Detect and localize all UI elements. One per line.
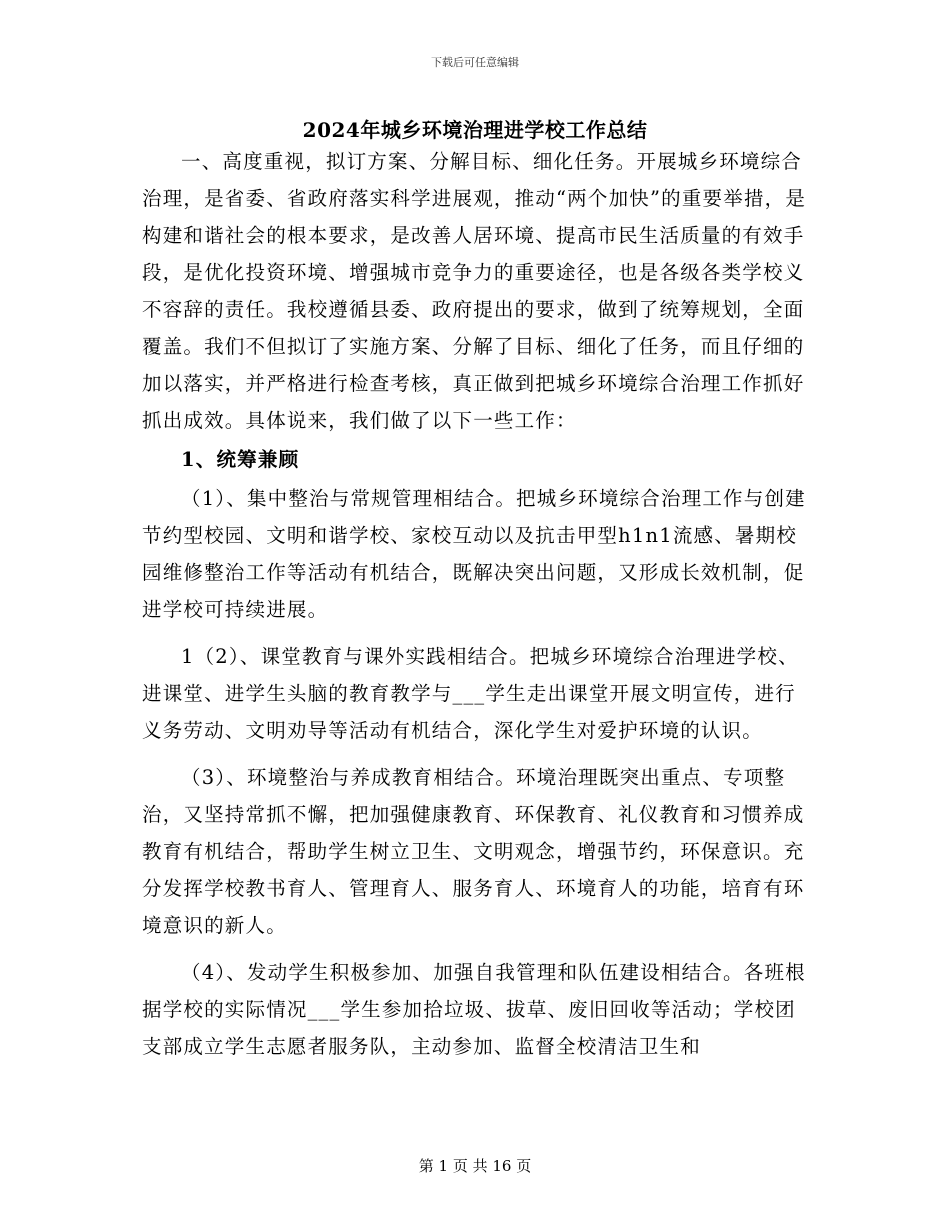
document-title: 2024年城乡环境治理进学校工作总结 [302,118,648,142]
paragraph-item-4: （4）、发动学生积极参加、加强自我管理和队伍建设相结合。各班根据学校的实际情况___学生参加拾垃圾、拔草、废旧回收等活动；学校团支部成立学生志愿者服务队，主动参加、监督全校清洁卫生和 [142,961,806,1058]
paragraph-item-2: 1（2）、课堂教育与课外实践相结合。把城乡环境综合治理进学校、进课堂、进学生头脑的教育教学与___学生走出课堂开展文明宣传，进行义务劳动、文明劝导等活动有机结合，深化学生对爱护环境的认识。 [142,645,799,742]
section-heading: 1、统筹兼顾 [181,448,300,471]
paragraph-intro: 一、高度重视，拟订方案、分解目标、细化任务。开展城乡环境综合治理，是省委、省政府落实科学进展观，推动“两个加快”的重要举措，是构建和谐社会的根本要求，是改善人居环境、提高市民生活质量的有效手段，是优化投资环境、增强城市竞争力的重要途径，也是各级各类学校义不容辞的责任。我校遵循县委、政府提出的要求，做到了统筹规划，全面覆盖。我们不但拟订了实施方案、分解了目标、细化了任务，而且仔细的加以落实，并严格进行检查考核，真正做到把城乡环境综合治理工作抓好抓出成效。具体说来，我们做了以下一些工作： [142,150,807,432]
document-body [142,143,810,1065]
page-number: 第 1 页 共 16 页 [418,1157,532,1175]
header-note: 下载后可任意编辑 [431,56,519,69]
paragraph-item-1: （1）、集中整治与常规管理相结合。把城乡环境综合治理工作与创建节约型校园、文明和谐学校、家校互动以及抗击甲型h1n1流感、暑期校园维修整治工作等活动有机结合，既解决突出问题，又形成长效机制，促进学校可持续进展。 [142,487,806,621]
paragraph-item-3: （3）、环境整治与养成教育相结合。环境治理既突出重点、专项整治，又坚持常抓不懈，把加强健康教育、环保教育、礼仪教育和习惯养成教育有机结合，帮助学生树立卫生、文明观念，增强节约，环保意识。充分发挥学校教书育人、管理育人、服务育人、环境育人的功能，培育有环境意识的新人。 [142,766,805,937]
